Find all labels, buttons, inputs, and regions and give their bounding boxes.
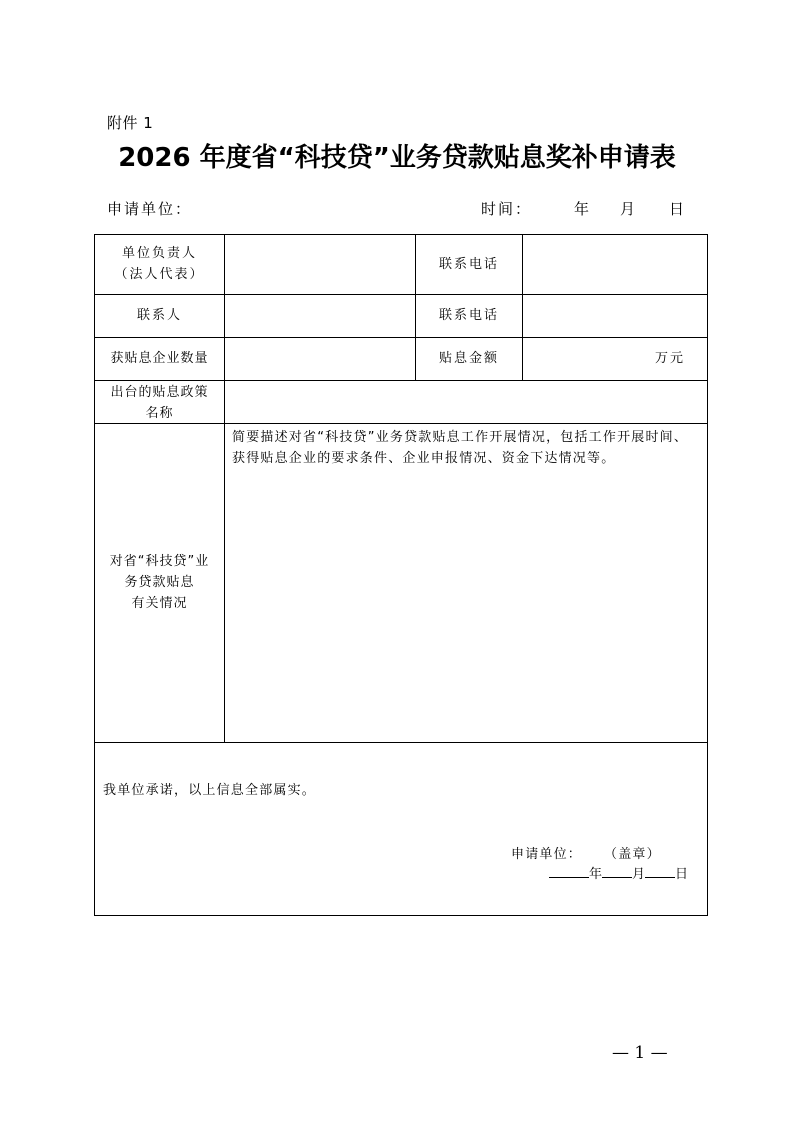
phone-label-1: 联系电话	[438, 257, 499, 272]
applicant-unit-label: 申请单位：	[107, 200, 193, 218]
month-blank[interactable]	[602, 863, 632, 878]
seal-label: （盖章）	[604, 847, 661, 862]
form-title: 2026 年度省“科技贷”业务贷款贴息奖补申请表	[118, 143, 676, 173]
header-month-label: 月	[620, 200, 636, 218]
subsidy-situation-description[interactable]: 简要描述对省“科技贷”业务贷款贴息工作开展情况，包括工作开展时间、获得贴息企业的要求条件、企业申报情况、资金下达情况等。	[232, 430, 689, 466]
responsible-person-label: 单位负责人 （法人代表）	[114, 246, 205, 282]
row-divider	[95, 742, 707, 743]
day-blank[interactable]	[645, 863, 675, 878]
year-blank[interactable]	[549, 863, 589, 878]
attachment-label: 附件 1	[107, 114, 154, 132]
time-label: 时间：	[481, 200, 533, 218]
row-divider	[95, 337, 707, 338]
subsidized-enterprise-count-label: 获贴息企业数量	[110, 351, 209, 366]
page-number: — 1 —	[612, 1043, 668, 1063]
application-form-table	[94, 234, 708, 916]
sign-month-label: 月	[632, 867, 646, 882]
sign-applicant-label: 申请单位：	[511, 847, 583, 862]
phone-label-2: 联系电话	[438, 308, 499, 323]
header-day-label: 日	[669, 200, 685, 218]
row-divider	[95, 380, 707, 381]
contact-person-label: 联系人	[136, 308, 182, 323]
subsidy-policy-name-label: 出台的贴息政策 名称	[110, 385, 209, 421]
row-divider	[95, 294, 707, 295]
amount-unit: 万元	[655, 351, 686, 366]
subsidy-situation-label: 对省“科技贷”业 务贷款贴息 有关情况	[109, 554, 210, 611]
sign-day-label: 日	[675, 867, 689, 882]
sign-year-label: 年	[589, 867, 603, 882]
sign-date	[549, 863, 688, 882]
sign-applicant	[511, 843, 661, 862]
header-year-label: 年	[574, 200, 590, 218]
subsidy-amount-label: 贴息金额	[438, 351, 499, 366]
column-divider	[224, 235, 225, 742]
pledge-statement: 我单位承诺，以上信息全部属实。	[103, 783, 317, 798]
column-divider	[522, 235, 523, 380]
